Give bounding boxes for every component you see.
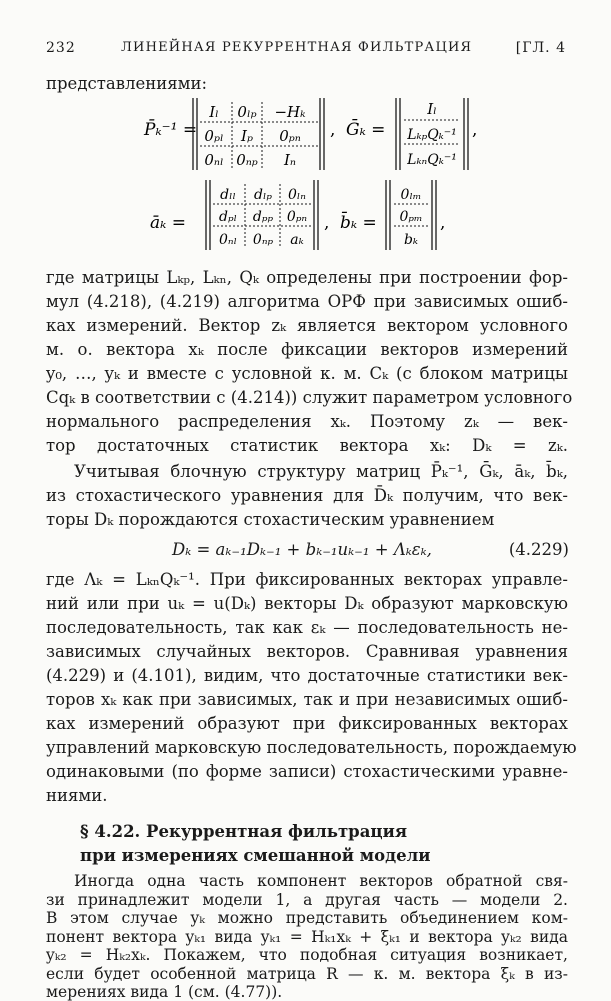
svg-text:,: , [440,213,446,233]
matrix-b-label: b̄ₖ = [340,213,377,233]
paragraph-line: ках измерений образуют при фиксированных векторах [46,714,568,733]
matrix-a-cell: 0ₗₙ [288,187,306,203]
paragraph-line: если будет особенной матрица R — к. м. вектора ξₖ в из- [46,964,568,983]
equation-number: (4.229) [508,540,569,559]
running-header [46,40,566,60]
paragraph-line: (4.229) и (4.101), видим, что достаточные статистики век- [46,666,568,685]
matrix-a-cell: dₗₚ [254,187,272,203]
matrix-p-cell: 0ₗₚ [237,103,257,121]
matrix-a-cell: 0ₚₙ [286,209,308,225]
section-heading: при измерениях смешанной модели [80,846,431,865]
matrix-g-label: Ḡₖ = [346,120,386,140]
paragraph-line: торов xₖ как при зависимых, так и при независимых ошиб- [46,690,568,709]
matrix-a-cell: 0ₙₗ [219,232,237,248]
chapter-label: [ГЛ. 4 [515,40,566,56]
svg-text:,: , [472,120,478,140]
matrix-p-label: P̄ₖ⁻¹ = [144,120,198,140]
matrix-b-cell: 0ₚₘ [399,209,423,225]
matrix-b-cell: bₖ [403,232,419,248]
page-number: 232 [46,40,76,56]
matrix-g-cell: LₖₙQₖ⁻¹ [407,152,457,168]
matrix-a-cell: 0ₙₚ [252,232,274,248]
matrix-g-cell: Iₗ [427,100,437,118]
running-title: ЛИНЕЙНАЯ РЕКУРРЕНТНАЯ ФИЛЬТРАЦИЯ [121,40,473,55]
paragraph-line: м. о. вектора xₖ после фиксации векторов измерений [46,340,568,359]
paragraph-line: управлений марковскую последовательность, порождаемую [46,738,577,757]
paragraph-line: где Λₖ = LₖₙQₖ⁻¹. При фиксированных векторах управле- [46,570,568,589]
matrix-a-cell: dₚₚ [252,209,274,225]
matrix-p-cell: Iₗ [209,103,219,121]
matrix-a-cell: dₗₗ [220,187,236,203]
paragraph-line: мул (4.218), (4.219) алгоритма ОРФ при зависимых ошиб- [46,292,568,311]
matrix-p-cell: 0ₙₗ [204,151,224,169]
block-matrices [0,92,611,352]
section-heading: § 4.22. Рекуррентная фильтрация [80,822,408,841]
paragraph-line: из стохастического уравнения для D̄ₖ получим, что век- [46,486,568,505]
paragraph-line: Cqₖ в соответствии с (4.214)) служит параметром условного [46,388,573,407]
paragraph-line: Учитывая блочную структуру матриц P̄ₖ⁻¹, Ḡₖ, āₖ, b̄ₖ, [74,462,568,481]
paragraph-line: торы Dₖ порождаются стохастическим уравнением [46,510,495,529]
matrix-a-cell: aₖ [290,232,304,248]
svg-text:,: , [330,120,336,140]
paragraph-line: понент вектора yₖ₁ вида yₖ₁ = Hₖ₁xₖ + ξₖ₁ и вектора yₖ₂ вида [46,927,568,946]
paragraph-line: ках измерений. Вектор zₖ является вектором условного [46,316,568,335]
paragraph-line: мерениях вида 1 (см. (4.77)). [46,983,283,1001]
paragraph-line: yₖ₂ = Hₖ₂xₖ. Покажем, что подобная ситуация возникает, [46,946,568,964]
matrix-a-label: āₖ = [150,213,186,233]
equation-4-229: Dₖ = aₖ₋₁Dₖ₋₁ + bₖ₋₁uₖ₋₁ + Λₖεₖ, [172,540,432,559]
matrix-b-cell: 0ₗₘ [400,187,422,203]
matrix-p-cell: 0ₚₗ [204,127,224,145]
matrix-p-cell: −Hₖ [274,103,306,121]
paragraph-line: где матрицы Lₖₚ, Lₖₙ, Qₖ определены при построении фор- [46,268,568,287]
matrix-p-cell: 0ₙₚ [236,151,258,169]
paragraph-line: тор достаточных статистик вектора xₖ: Dₖ = zₖ. [46,436,568,455]
matrix-p-cell: Iₙ [283,151,297,169]
paragraph-line: последовательность, так как εₖ — последовательность не- [46,618,568,637]
paragraph-line: Иногда одна часть компонент векторов обратной свя- [74,872,568,890]
paragraph-line: одинаковыми (по форме записи) стохастическими уравне- [46,762,568,781]
paragraph-line: нормального распределения xₖ. Поэтому zₖ — век- [46,412,568,431]
intro-text: представлениями: [46,74,208,93]
paragraph-line: ний или при uₖ = u(Dₖ) векторы Dₖ образуют марковскую [46,594,568,613]
matrix-g-cell: LₖₚQₖ⁻¹ [407,127,457,143]
svg-text:,: , [324,213,330,233]
paragraph-line: В этом случае yₖ можно представить объединением ком- [46,909,568,927]
paragraph-line: y₀, …, yₖ и вместе с условной к. м. Cₖ (с блоком матрицы [46,364,568,383]
matrix-a-cell: dₚₗ [219,209,237,225]
paragraph-line: зависимых случайных векторов. Сравнивая уравнения [46,642,568,661]
matrix-p-cell: 0ₚₙ [279,127,301,145]
matrix-p-cell: Iₚ [241,127,253,145]
paragraph-line: зи принадлежит модели 1, а другая часть — модели 2. [46,890,568,909]
paragraph-line: ниями. [46,786,108,805]
